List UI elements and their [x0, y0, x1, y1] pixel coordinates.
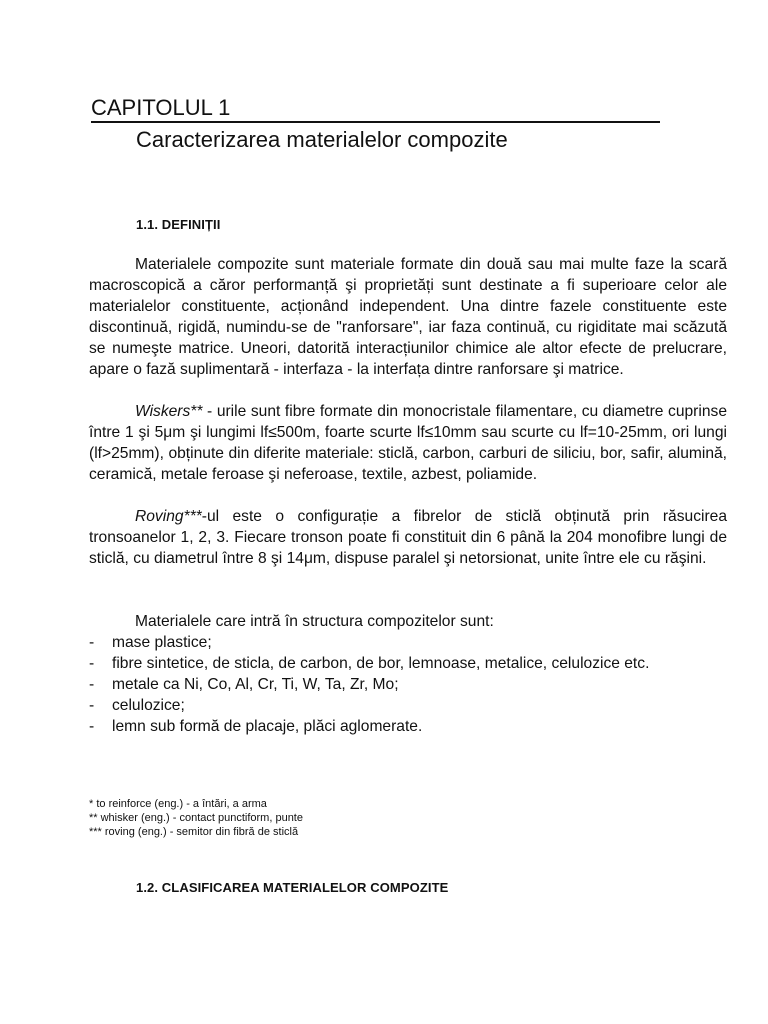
section-heading-classification: 1.2. CLASIFICAREA MATERIALELOR COMPOZITE [136, 880, 449, 895]
list-dash: - [89, 697, 95, 714]
term-roving: Roving*** [135, 508, 202, 525]
list-item-text: fibre sintetice, de sticla, de carbon, de bor, lemnoase, metalice, celulozice etc. [112, 655, 650, 672]
paragraph-text: -ul este o configurație a fibrelor de sticlă obținută prin răsucirea tronsoanelor 1, 2, 3. Fiecare tronson poate fi constituit din 6 până la 204 monofibre lungi de sticlă, cu diametrul între 8 şi 14μm, dispuse paralel şi netorsionat, unite între ele cu răşini. [89, 508, 727, 567]
paragraph-definition [89, 254, 727, 380]
list-item [89, 653, 727, 674]
list-item [89, 695, 727, 716]
paragraph-text: Materialele care intră în structura compozitelor sunt: [135, 613, 494, 630]
list-dash: - [89, 634, 95, 651]
list-item [89, 716, 727, 737]
footnote-roving: *** roving (eng.) - semitor din fibră de sticlă [89, 826, 299, 838]
paragraph-text: - urile sunt fibre formate din monocristale filamentare, cu diametre cuprinse între 1 şi 5μm şi lungimi lf≤500m, foarte scurte lf≤10mm sau scurte cu lf=10-25mm, ori lungi (lf>25mm), obținute din diferite materiale: sticlă, carbon, carburi de siliciu, bor, safir, alumină, ceramică, metale feroase şi neferoase, textile, azbest, poliamide. [89, 403, 727, 483]
term-wiskers: Wiskers** [135, 403, 203, 420]
paragraph-materials-intro [89, 611, 727, 632]
footnote-whisker: ** whisker (eng.) - contact punctiform, punte [89, 812, 303, 824]
list-item [89, 674, 727, 695]
list-item [89, 632, 727, 653]
section-heading-definitions: 1.1. DEFINIȚII [136, 217, 221, 232]
list-dash: - [89, 655, 95, 672]
chapter-title: CAPITOLUL 1 [91, 95, 231, 120]
list-item-text: celulozice; [112, 697, 185, 714]
list-dash: - [89, 676, 95, 693]
paragraph-text: Materialele compozite sunt materiale formate din două sau mai multe faze la scară macroscopică a căror performanță şi proprietăți sunt destinate a fi superioare celor ale materialelor constituente, acționând independent. Una dintre fazele constituente este discontinuă, rigidă, numindu-se de "ranforsare", iar faza continuă, cu rigiditate mai scăzută se numeşte matrice. Uneori, datorită interacțiunilor chimice ale altor efecte de prelucrare, apare o fază suplimentară - interfaza - la interfața dintre ranforsare şi matrice. [89, 256, 727, 378]
list-item-text: lemn sub formă de placaje, plăci aglomerate. [112, 718, 423, 735]
materials-list [89, 632, 727, 737]
list-dash: - [89, 718, 95, 735]
chapter-subtitle: Caracterizarea materialelor compozite [136, 127, 508, 152]
footnote-reinforce: * to reinforce (eng.) - a întări, a arma [89, 798, 267, 810]
paragraph-roving [89, 506, 727, 569]
list-item-text: mase plastice; [112, 634, 212, 651]
chapter-title-underline [91, 121, 660, 123]
footnotes [89, 797, 303, 839]
list-item-text: metale ca Ni, Co, Al, Cr, Ti, W, Ta, Zr, Mo; [112, 676, 399, 693]
paragraph-wiskers [89, 401, 727, 485]
